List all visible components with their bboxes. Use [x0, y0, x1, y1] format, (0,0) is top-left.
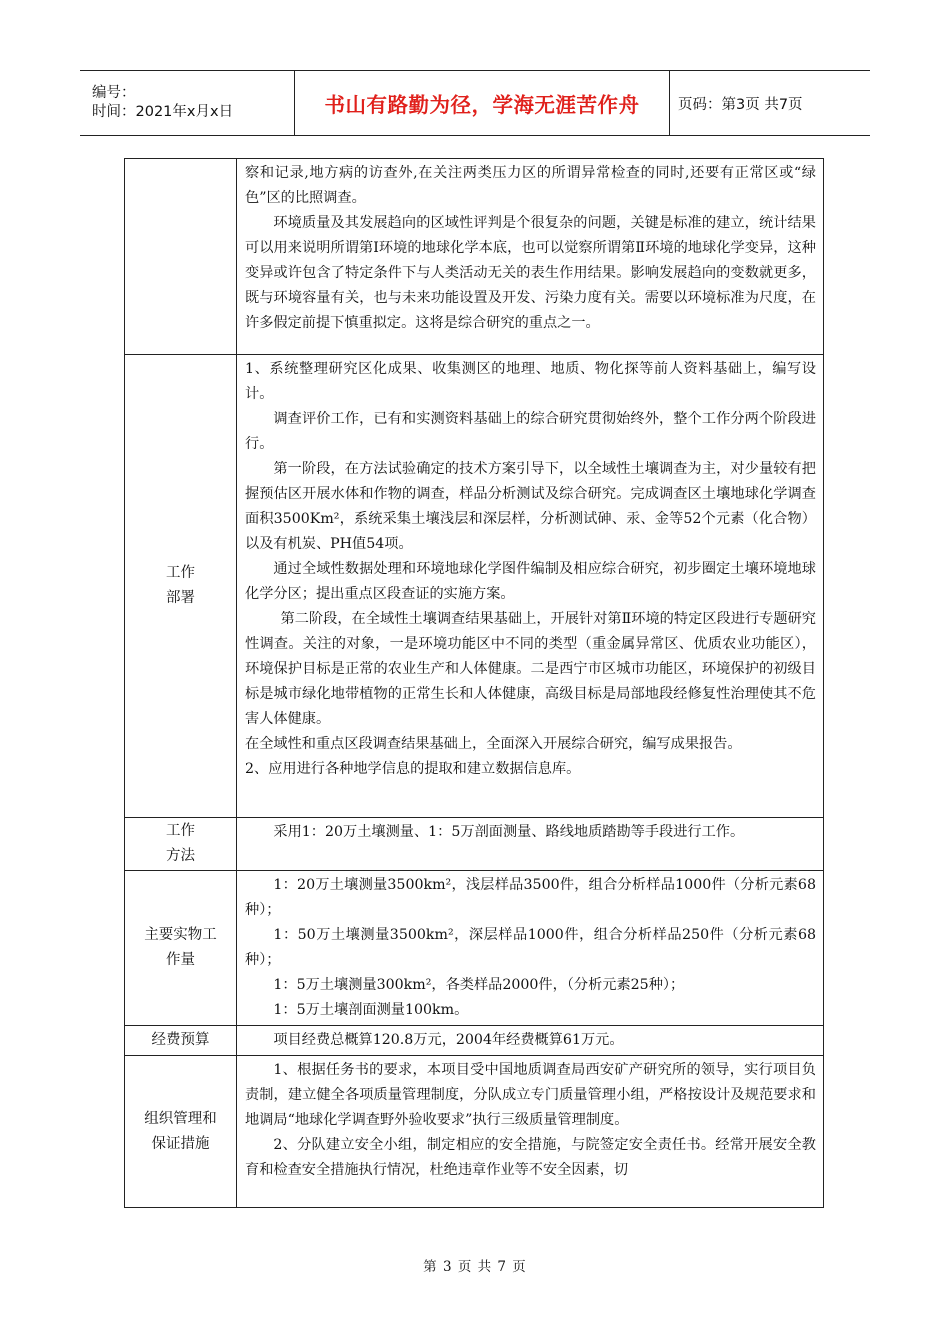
plan-table [124, 158, 824, 1208]
document-number-label: 编号： [92, 85, 136, 101]
table-row [125, 1056, 824, 1208]
table-row [125, 871, 824, 1026]
paragraph: 在全域性和重点区段调查结果基础上，全面深入开展综合研究，编写成果报告。 [245, 736, 742, 752]
row-content-work-deployment [237, 355, 824, 818]
table-row [125, 1026, 824, 1056]
paragraph: 1：50万土壤测量3500km²，深层样品1000件，组合分析样品250件（分析元素68种）； [245, 927, 816, 968]
row-label-work-method [125, 818, 237, 871]
row-label-work-deployment [125, 355, 237, 818]
row-content-management [237, 1056, 824, 1208]
label-text: 工作 部署 [166, 565, 195, 606]
table-row [125, 818, 824, 871]
table-row [125, 159, 824, 355]
paragraph: 第二阶段，在全域性土壤调查结果基础上，开展针对第Ⅱ环境的特定区段进行专题研究性调查。关注的对象，一是环境功能区中不同的类型（重金属异常区、优质农业功能区），环境保护目标是正常的农业生产和人体健康。二是西宁市区城市功能区，环境保护的初级目标是城市绿化地带植物的正常生长和人体健康，高级目标是局部地段经修复性治理使其不危害人体健康。 [245, 611, 816, 727]
row-content-budget [237, 1026, 824, 1056]
paragraph: 察和记录,地方病的访查外,在关注两类压力区的所谓异常检查的同时,还要有正常区或“绿色”区的比照调查。 [245, 165, 816, 206]
document-date-label: 时间：2021年x月x日 [92, 104, 234, 120]
paragraph: 项目经费总概算120.8万元，2004年经费概算61万元。 [273, 1032, 624, 1048]
paragraph: 调查评价工作，已有和实测资料基础上的综合研究贯彻始终外，整个工作分两个阶段进行。 [245, 411, 816, 452]
paragraph: 2、应用进行各种地学信息的提取和建立数据信息库。 [245, 761, 581, 777]
row-label [125, 159, 237, 355]
row-content-work-method [237, 818, 824, 871]
row-label-management [125, 1056, 237, 1208]
paragraph: 1：5万土壤剖面测量100km。 [273, 1002, 469, 1018]
page-footer: 第 3 页 共 7 页 [423, 1259, 527, 1275]
paragraph: 采用1：20万土壤测量、1：5万剖面测量、路线地质踏勘等手段进行工作。 [273, 824, 745, 840]
row-content-workload [237, 871, 824, 1026]
row-content-continuation [237, 159, 824, 355]
label-text: 主要实物工 作量 [144, 927, 217, 968]
page-header [80, 70, 870, 136]
label-text: 工作 方法 [166, 823, 195, 864]
paragraph: 1、系统整理研究区化成果、收集测区的地理、地质、物化探等前人资料基础上，编写设计。 [245, 361, 816, 402]
paragraph: 1：20万土壤测量3500km²，浅层样品3500件，组合分析样品1000件（分析元素68种）； [245, 877, 816, 918]
paragraph: 通过全域性数据处理和环境地球化学图件编制及相应综合研究，初步圈定土壤环境地球化学分区；提出重点区段查证的实施方案。 [245, 561, 816, 602]
paragraph: 1：5万土壤测量300km²，各类样品2000件，（分析元素25种）； [273, 977, 685, 993]
paragraph: 2、分队建立安全小组，制定相应的安全措施，与院签定安全责任书。经常开展安全教育和检查安全措施执行情况，杜绝违章作业等不安全因素，切 [245, 1137, 816, 1178]
label-text: 经费预算 [151, 1032, 210, 1048]
row-label-budget [125, 1026, 237, 1056]
header-meta [80, 71, 294, 135]
paragraph: 第一阶段，在方法试验确定的技术方案引导下，以全域性土壤调查为主，对少量较有把握预估区开展水体和作物的调查，样品分析测试及综合研究。完成调查区土壤地球化学调查面积3500Km²，系统采集土壤浅层和深层样，分析测试砷、汞、金等52个元素（化合物）以及有机炭、PH值54项。 [245, 461, 816, 552]
table-row [125, 355, 824, 818]
paragraph: 环境质量及其发展趋向的区域性评判是个很复杂的问题，关键是标准的建立，统计结果可以用来说明所谓第Ⅰ环境的地球化学本底，也可以觉察所谓第Ⅱ环境的地球化学变异，这种变异或许包含了特定条件下与人类活动无关的表生作用结果。影响发展趋向的变数就更多，既与环境容量有关，也与未来功能设置及开发、污染力度有关。需要以环境标准为尺度，在许多假定前提下慎重拟定。这将是综合研究的重点之一。 [245, 215, 816, 331]
header-page-label: 页码：第3页 共7页 [678, 96, 803, 113]
label-text: 组织管理和 保证措施 [144, 1110, 217, 1152]
paragraph: 1、根据任务书的要求，本项目受中国地质调查局西安矿产研究所的领导，实行项目负责制，建立健全各项质量管理制度，分队成立专门质量管理小组，严格按设计及规范要求和地调局“地球化学调查野外验收要求”执行三级质量管理制度。 [245, 1062, 816, 1128]
row-label-workload [125, 871, 237, 1026]
header-motto: 书山有路勤为径，学海无涯苦作舟 [294, 71, 670, 135]
